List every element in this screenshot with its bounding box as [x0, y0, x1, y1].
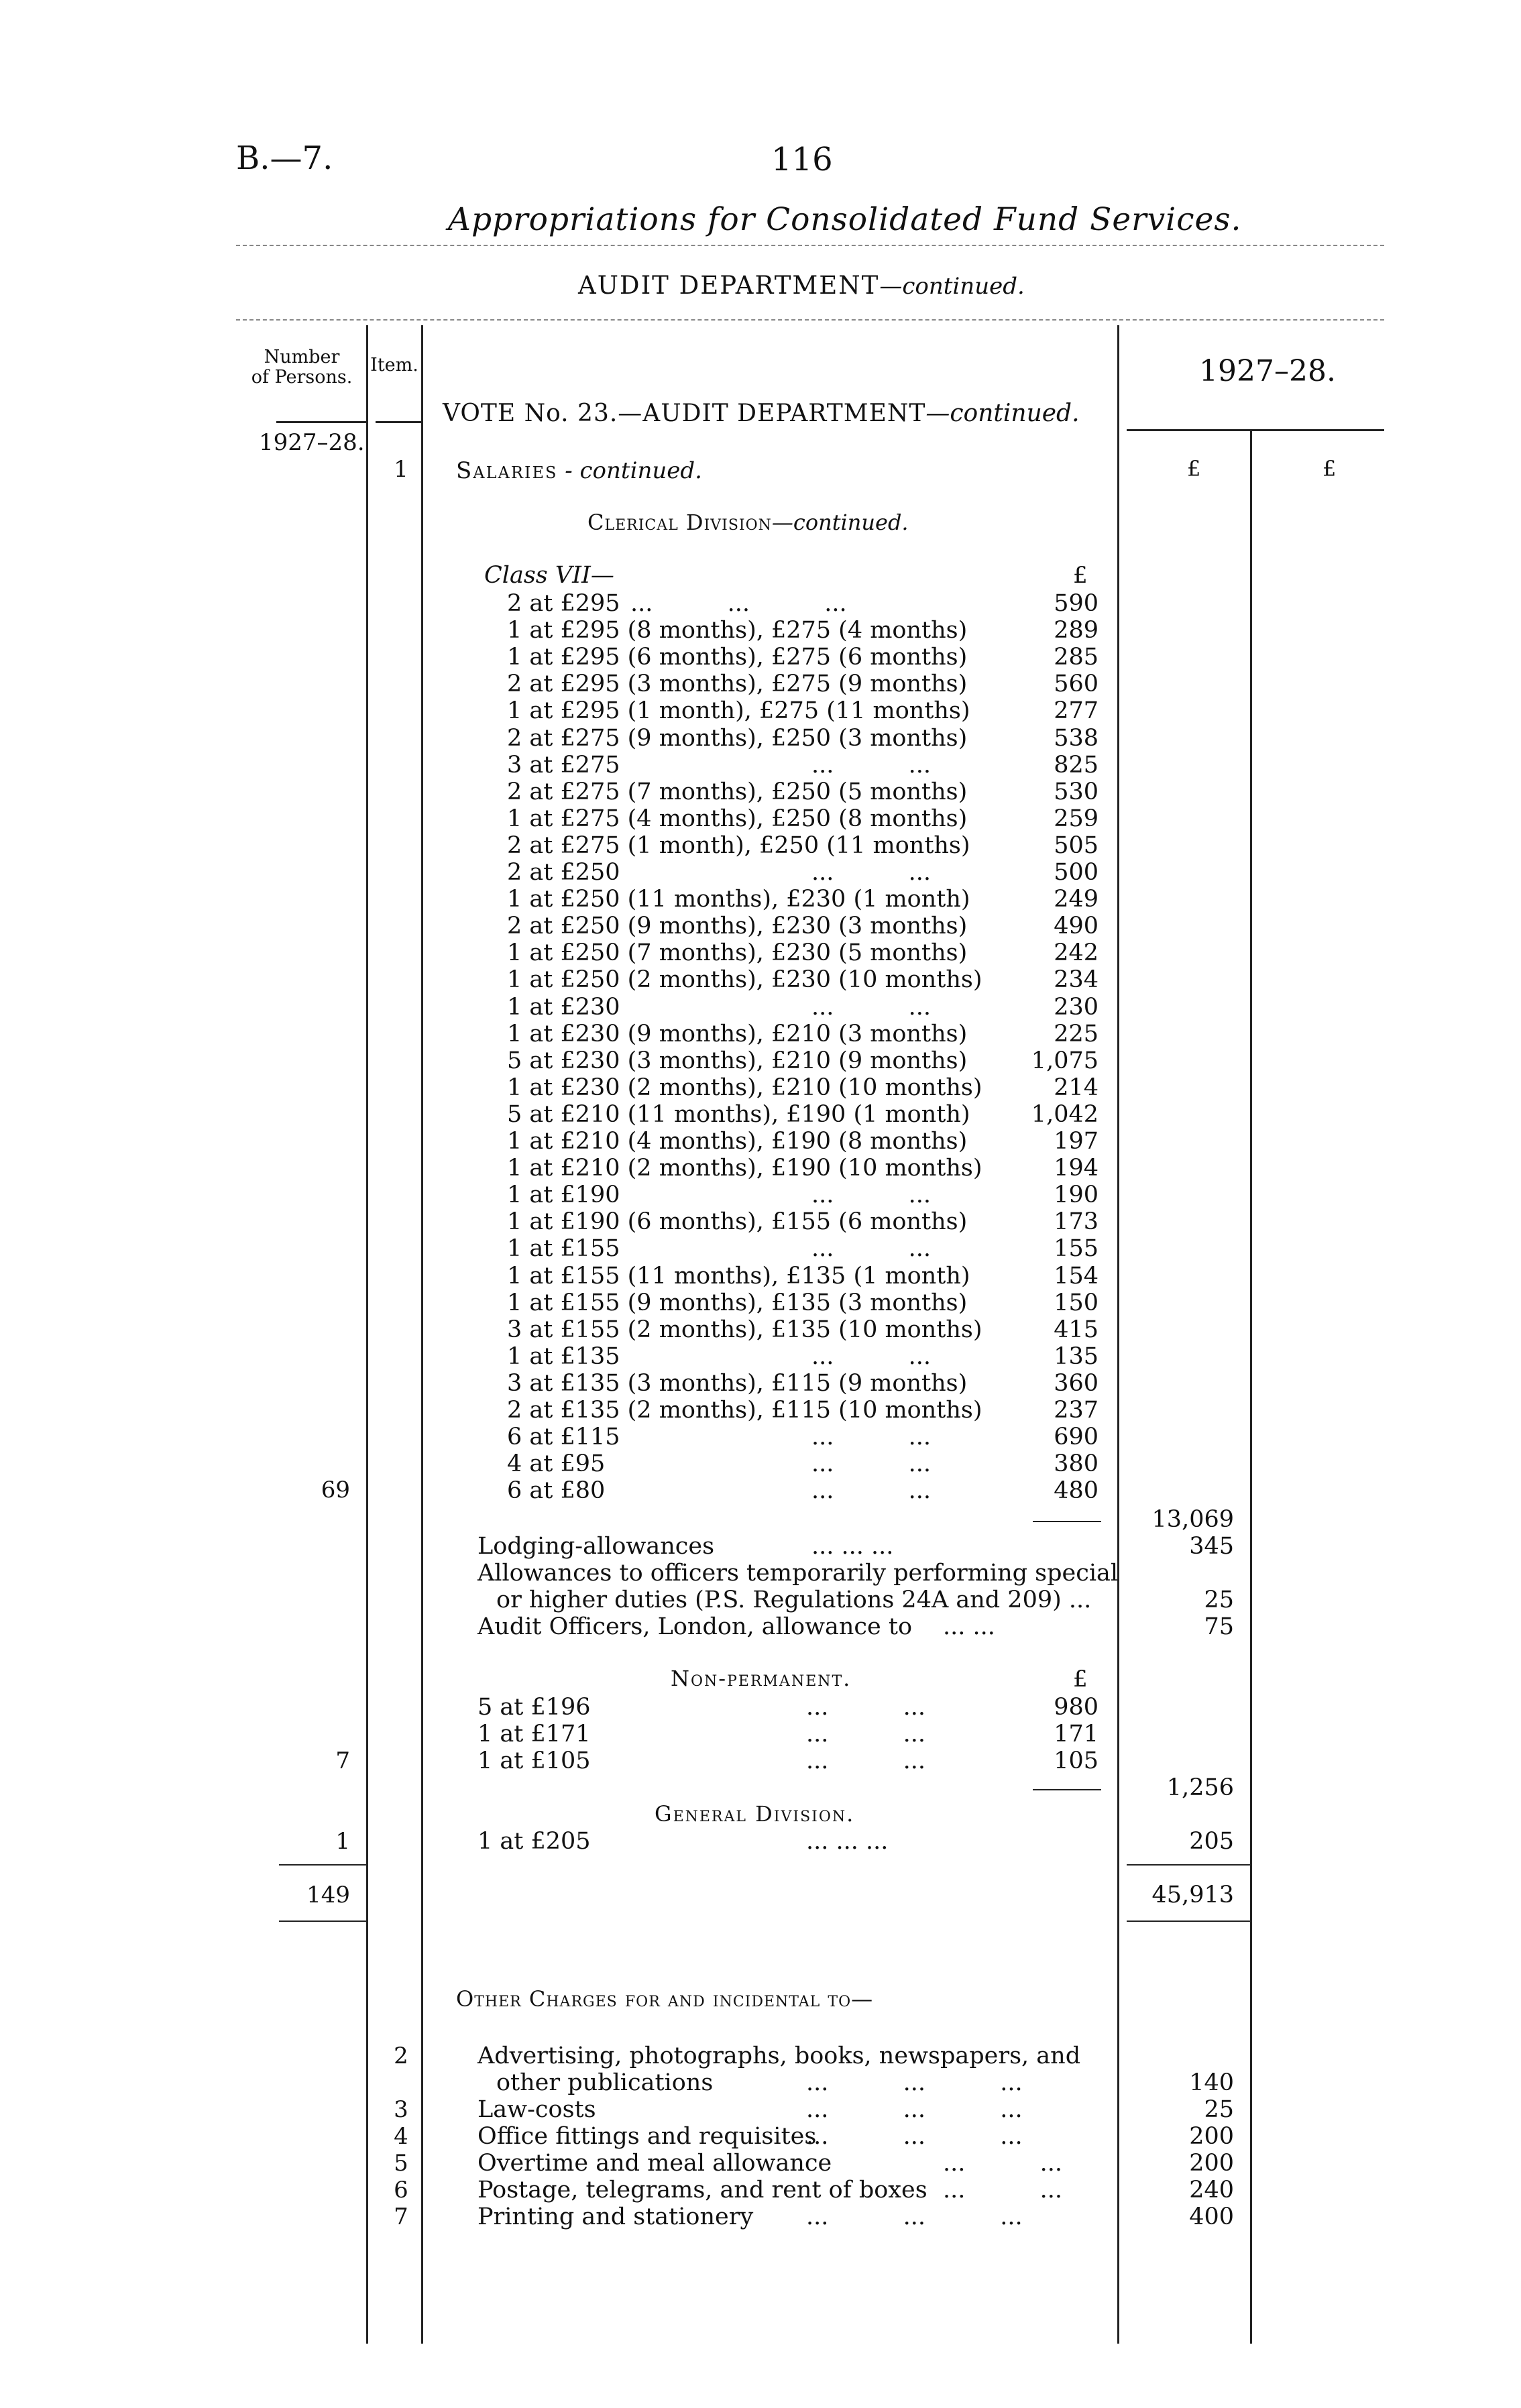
- class-vii-row-desc: 4 at £95: [507, 1450, 606, 1477]
- class-vii-row-dots: ... ...: [811, 1343, 932, 1370]
- persons-column-header: [241, 347, 362, 388]
- pound-sign-column-1: £: [1187, 456, 1201, 481]
- item-number-salaries: 1: [394, 456, 408, 483]
- class-vii-row-desc: 2 at £135 (2 months), £115 (10 months): [507, 1397, 982, 1424]
- class-vii-row-desc: 1 at £230: [507, 994, 620, 1021]
- class-vii-row-desc: 1 at £250 (2 months), £230 (10 months): [507, 966, 982, 993]
- class-vii-row-amount: 500: [1054, 859, 1098, 886]
- class-vii-row-desc: 1 at £275 (4 months), £250 (8 months): [507, 805, 968, 832]
- class-vii-row-amount: 560: [1054, 671, 1098, 697]
- class-vii-row-amount: 173: [1054, 1208, 1098, 1235]
- department-name: AUDIT DEPARTMENT: [578, 271, 880, 300]
- vote-title: [443, 400, 1080, 427]
- general-division-amount: 205: [1189, 1828, 1234, 1855]
- class-vii-row-dots: ... ...: [811, 1424, 932, 1450]
- other-charge-dots: ... ... ...: [806, 2123, 1023, 2150]
- non-permanent-row-amount: 105: [1054, 1747, 1098, 1774]
- class-vii-row-desc: 2 at £295: [507, 590, 620, 617]
- class-vii-row-desc: 1 at £155: [507, 1235, 620, 1262]
- class-vii-row-desc: 1 at £155 (9 months), £135 (3 months): [507, 1289, 968, 1316]
- class-vii-pound-sign: £: [1073, 562, 1088, 589]
- salaries-label: Salaries: [456, 457, 558, 484]
- audit-officers-dots: ... ...: [943, 1613, 995, 1640]
- non-permanent-row-dots: ... ...: [806, 1747, 926, 1774]
- lodging-allowances-dots: ... ... ...: [811, 1533, 894, 1560]
- other-charge-desc: Advertising, photographs, books, newspapers, and: [477, 2043, 1081, 2069]
- other-charge-amount: 400: [1189, 2203, 1234, 2230]
- class-vii-row-amount: 277: [1054, 697, 1098, 724]
- class-vii-row-desc: 1 at £250 (11 months), £230 (1 month): [507, 886, 970, 913]
- general-division-heading: General Division.: [655, 1801, 855, 1827]
- class-vii-row-desc: 1 at £295 (1 month), £275 (11 months): [507, 697, 970, 724]
- department-heading: [578, 271, 1025, 300]
- lodging-allowances-amount: 345: [1189, 1533, 1234, 1560]
- general-division-persons: 1: [335, 1828, 350, 1855]
- class-vii-row-dots: ... ...: [811, 1182, 932, 1208]
- non-permanent-persons: 7: [335, 1747, 350, 1774]
- class-vii-persons: 69: [321, 1477, 350, 1503]
- clerical-division-heading: [587, 510, 909, 535]
- class-vii-row-amount: 590: [1054, 590, 1098, 617]
- other-charge-dots: ... ... ...: [806, 2096, 1023, 2123]
- class-vii-row-amount: 380: [1054, 1450, 1098, 1477]
- non-permanent-row-dots: ... ...: [806, 1694, 926, 1721]
- other-charge-dots: ... ... ...: [806, 2203, 1023, 2230]
- class-vii-row-amount: 530: [1054, 779, 1098, 805]
- class-vii-row-amount: 1,075: [1031, 1047, 1098, 1074]
- class-vii-row-dots: ... ...: [811, 752, 932, 779]
- class-vii-row-amount: 480: [1054, 1477, 1098, 1504]
- year-column-header: 1927–28.: [1199, 354, 1336, 388]
- class-vii-row-amount: 242: [1054, 939, 1098, 966]
- other-charge-item-number: 3: [394, 2096, 408, 2123]
- class-vii-row-amount: 155: [1054, 1235, 1098, 1262]
- other-charge-desc: Overtime and meal allowance: [477, 2150, 832, 2177]
- persons-total-rule-bottom: [279, 1920, 366, 1922]
- non-permanent-total: 1,256: [1166, 1774, 1234, 1801]
- other-charge-amount: 140: [1189, 2069, 1234, 2096]
- total-amount: 45,913: [1151, 1882, 1234, 1908]
- other-charge-dots: ... ... ...: [806, 2069, 1023, 2096]
- class-vii-row-amount: 225: [1054, 1021, 1098, 1047]
- item-head-rule: [376, 421, 421, 423]
- special-duties-line-1: Allowances to officers temporarily performing special: [477, 1560, 1119, 1587]
- salaries-heading: [456, 457, 702, 484]
- persons-header-line-1: Number: [264, 347, 340, 367]
- class-vii-row-amount: 1,042: [1031, 1101, 1098, 1128]
- class-vii-row-desc: 2 at £250: [507, 859, 620, 886]
- item-column-header: Item.: [370, 355, 418, 376]
- class-vii-row-desc: 2 at £275 (1 month), £250 (11 months): [507, 832, 970, 859]
- class-vii-row-amount: 259: [1054, 805, 1098, 832]
- class-vii-row-amount: 234: [1054, 966, 1098, 993]
- class-vii-row-amount: 505: [1054, 832, 1098, 859]
- class-vii-row-desc: 6 at £80: [507, 1477, 606, 1504]
- class-vii-row-amount: 285: [1054, 644, 1098, 671]
- non-permanent-row-amount: 171: [1054, 1721, 1098, 1747]
- persons-head-rule: [276, 421, 366, 423]
- class-vii-subtotal-rule: [1033, 1521, 1101, 1522]
- class-vii-row-desc: 1 at £210 (4 months), £190 (8 months): [507, 1128, 968, 1155]
- class-vii-row-amount: 538: [1054, 725, 1098, 752]
- other-charge-dots: ... ...: [943, 2177, 1063, 2203]
- class-vii-row-desc: 1 at £250 (7 months), £230 (5 months): [507, 939, 968, 966]
- class-vii-row-amount: 825: [1054, 752, 1098, 779]
- other-charges-heading: Other Charges for and incidental to—: [456, 1986, 874, 2012]
- class-vii-row-amount: 415: [1054, 1316, 1098, 1343]
- class-vii-row-amount: 135: [1054, 1343, 1098, 1370]
- pound-sign-column-2: £: [1322, 456, 1337, 481]
- class-vii-row-desc: 1 at £295 (6 months), £275 (6 months): [507, 644, 968, 671]
- persons-header-line-2: of Persons.: [251, 367, 353, 388]
- amount-total-rule-bottom: [1127, 1920, 1250, 1922]
- class-vii-row-desc: 5 at £230 (3 months), £210 (9 months): [507, 1047, 968, 1074]
- class-vii-row-amount: 214: [1054, 1074, 1098, 1101]
- class-vii-row-desc: 6 at £115: [507, 1424, 620, 1450]
- class-vii-row-desc: 3 at £135 (3 months), £115 (9 months): [507, 1370, 968, 1397]
- class-vii-row-amount: 360: [1054, 1370, 1098, 1397]
- other-charge-amount: 200: [1189, 2123, 1234, 2150]
- class-vii-row-dots: ... ...: [811, 1450, 932, 1477]
- other-charge-item-number: 5: [394, 2150, 408, 2177]
- class-vii-row-desc: 2 at £275 (9 months), £250 (3 months): [507, 725, 968, 752]
- audit-officers-label: Audit Officers, London, allowance to: [477, 1613, 913, 1640]
- non-permanent-row-desc: 5 at £196: [477, 1694, 591, 1721]
- other-charge-item-number: 4: [394, 2123, 408, 2150]
- class-vii-label: Class VII—: [484, 562, 614, 589]
- class-vii-row-amount: 249: [1054, 886, 1098, 913]
- class-vii-row-amount: 194: [1054, 1155, 1098, 1182]
- class-vii-row-desc: 1 at £230 (9 months), £210 (3 months): [507, 1021, 968, 1047]
- class-vii-row-desc: 1 at £190 (6 months), £155 (6 months): [507, 1208, 968, 1235]
- persons-column-divider: [366, 325, 368, 2344]
- class-vii-row-desc: 2 at £250 (9 months), £230 (3 months): [507, 913, 968, 939]
- class-vii-row-desc: 2 at £295 (3 months), £275 (9 months): [507, 671, 968, 697]
- persons-year-label: 1927–28.: [259, 429, 365, 456]
- other-charge-item-number: 7: [394, 2203, 408, 2230]
- header-rule: [236, 245, 1384, 246]
- class-vii-row-amount: 490: [1054, 913, 1098, 939]
- vote-title-suffix: —continued.: [925, 400, 1080, 427]
- other-charge-amount: 200: [1189, 2150, 1234, 2177]
- class-vii-row-desc: 2 at £275 (7 months), £250 (5 months): [507, 779, 968, 805]
- class-vii-row-amount: 190: [1054, 1182, 1098, 1208]
- vote-title-text: VOTE No. 23.—AUDIT DEPARTMENT: [443, 400, 926, 427]
- amount-column-divider: [1250, 429, 1252, 2344]
- class-vii-row-dots: ... ... ...: [630, 590, 847, 617]
- special-duties-line-2: or higher duties (P.S. Regulations 24A and 209) ...: [496, 1587, 1092, 1613]
- non-permanent-row-dots: ... ...: [806, 1721, 926, 1747]
- non-permanent-pound-sign: £: [1073, 1666, 1088, 1693]
- department-suffix: —continued.: [879, 273, 1025, 300]
- salaries-suffix: - continued.: [565, 457, 702, 484]
- class-vii-row-amount: 230: [1054, 994, 1098, 1021]
- non-permanent-heading: Non-permanent.: [671, 1666, 852, 1691]
- class-vii-row-amount: 690: [1054, 1424, 1098, 1450]
- non-permanent-row-amount: 980: [1054, 1694, 1098, 1721]
- audit-officers-amount: 75: [1204, 1613, 1234, 1640]
- class-vii-row-amount: 154: [1054, 1263, 1098, 1289]
- year-head-rule: [1127, 429, 1384, 431]
- class-vii-row-desc: 5 at £210 (11 months), £190 (1 month): [507, 1101, 970, 1128]
- other-charge-amount: 25: [1204, 2096, 1234, 2123]
- page-title: Appropriations for Consolidated Fund Services.: [448, 201, 1242, 238]
- class-vii-row-desc: 1 at £210 (2 months), £190 (10 months): [507, 1155, 982, 1182]
- class-vii-total: 13,069: [1151, 1506, 1234, 1533]
- class-vii-row-desc: 3 at £275: [507, 752, 620, 779]
- other-charge-dots: ... ...: [943, 2150, 1063, 2177]
- general-division-desc: 1 at £205: [477, 1828, 591, 1855]
- other-charge-desc: Printing and stationery: [477, 2203, 754, 2230]
- clerical-label: Clerical Division: [587, 510, 772, 535]
- other-charge-amount: 240: [1189, 2177, 1234, 2203]
- class-vii-row-desc: 1 at £230 (2 months), £210 (10 months): [507, 1074, 982, 1101]
- other-charge-desc-line-2: other publications: [496, 2069, 714, 2096]
- special-duties-amount: 25: [1204, 1587, 1234, 1613]
- other-charge-desc: Office fittings and requisites: [477, 2123, 817, 2150]
- other-charge-item-number: 2: [394, 2043, 408, 2069]
- class-vii-row-amount: 150: [1054, 1289, 1098, 1316]
- document-reference: B.—7.: [236, 139, 333, 177]
- other-charge-item-number: 6: [394, 2177, 408, 2203]
- total-persons: 149: [306, 1882, 350, 1908]
- class-vii-row-dots: ... ...: [811, 1477, 932, 1504]
- item-column-divider: [421, 325, 423, 2344]
- table-top-rule: [236, 319, 1384, 321]
- non-permanent-row-desc: 1 at £105: [477, 1747, 591, 1774]
- class-vii-row-amount: 237: [1054, 1397, 1098, 1424]
- class-vii-row-desc: 1 at £190: [507, 1182, 620, 1208]
- class-vii-row-desc: 3 at £155 (2 months), £135 (10 months): [507, 1316, 982, 1343]
- persons-total-rule-top: [279, 1864, 366, 1866]
- lodging-allowances-label: Lodging-allowances: [477, 1533, 715, 1560]
- class-vii-row-desc: 1 at £295 (8 months), £275 (4 months): [507, 617, 968, 644]
- non-permanent-subtotal-rule: [1033, 1789, 1101, 1790]
- class-vii-row-dots: ... ...: [811, 1235, 932, 1262]
- description-column-divider: [1117, 325, 1119, 2344]
- class-vii-row-amount: 289: [1054, 617, 1098, 644]
- other-charge-desc: Law-costs: [477, 2096, 596, 2123]
- class-vii-row-desc: 1 at £155 (11 months), £135 (1 month): [507, 1263, 970, 1289]
- other-charge-desc: Postage, telegrams, and rent of boxes: [477, 2177, 927, 2203]
- class-vii-row-desc: 1 at £135: [507, 1343, 620, 1370]
- amount-total-rule-top: [1127, 1864, 1250, 1866]
- class-vii-row-dots: ... ...: [811, 859, 932, 886]
- page-number: 116: [771, 141, 833, 178]
- clerical-suffix: —continued.: [771, 510, 909, 535]
- non-permanent-row-desc: 1 at £171: [477, 1721, 591, 1747]
- general-division-dots: ... ... ...: [806, 1828, 889, 1855]
- class-vii-row-amount: 197: [1054, 1128, 1098, 1155]
- class-vii-row-dots: ... ...: [811, 994, 932, 1021]
